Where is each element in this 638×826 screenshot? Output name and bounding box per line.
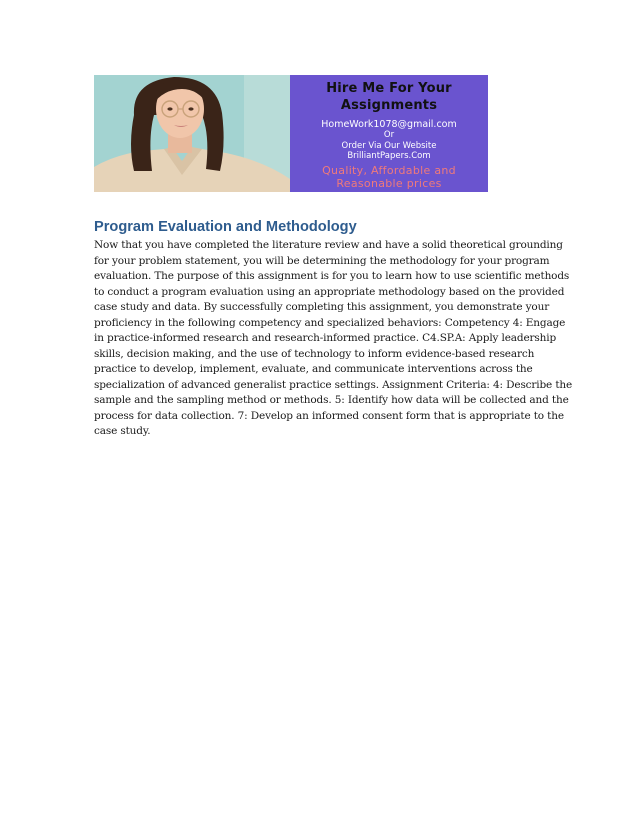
document-body — [94, 238, 573, 440]
document-title: Program Evaluation and Methodology — [94, 219, 357, 235]
banner-heading-line1: Hire Me For Your — [326, 81, 452, 96]
body-line: process for data collection. 7: Develop an informed consent form that is appropriate to the — [94, 409, 564, 422]
woman-photo — [94, 75, 290, 192]
body-line: Now that you have completed the literature review and have a solid theoretical grounding — [94, 239, 563, 251]
banner-or: Or — [383, 130, 395, 140]
body-line: practice to develop, implement, evaluate, and communicate interventions across the — [94, 363, 533, 375]
banner-promo-line2: Reasonable prices — [336, 177, 442, 190]
banner-order-line: Order Via Our Website — [341, 141, 437, 151]
body-line: specialization of advanced generalist practice settings. Assignment Criteria: 4: Describe the — [94, 378, 573, 391]
advertisement-banner[interactable] — [94, 75, 488, 192]
banner-text-panel — [290, 75, 488, 192]
banner-heading-line2: Assignments — [340, 98, 438, 113]
body-line: case study. — [94, 425, 151, 437]
body-line: evaluation. The purpose of this assignment is for you to learn how to use scientific methods — [94, 270, 570, 282]
body-line: to conduct a program evaluation using an appropriate methodology based on the provided — [94, 285, 565, 298]
body-line: in practice-informed research and research-informed practice. C4.SP.A: Apply leadership — [94, 332, 557, 344]
body-line: proficiency in the following competency and specialized behaviors: Competency 4: Engage — [94, 316, 566, 329]
banner-website: BrilliantPapers.Com — [347, 151, 431, 161]
banner-email: HomeWork1078@gmail.com — [321, 119, 457, 130]
body-line: skills, decision making, and the use of technology to inform evidence-based research — [94, 347, 535, 360]
body-line: case study and data. By successfully completing this assignment, you demonstrate your — [94, 301, 550, 313]
body-line: sample and the sampling method or methods. 5: Identify how data will be collected and the — [94, 394, 569, 406]
banner-promo-line1: Quality, Affordable and — [322, 164, 456, 177]
body-line: for your problem statement, you will be determining the methodology for your program — [94, 254, 550, 267]
